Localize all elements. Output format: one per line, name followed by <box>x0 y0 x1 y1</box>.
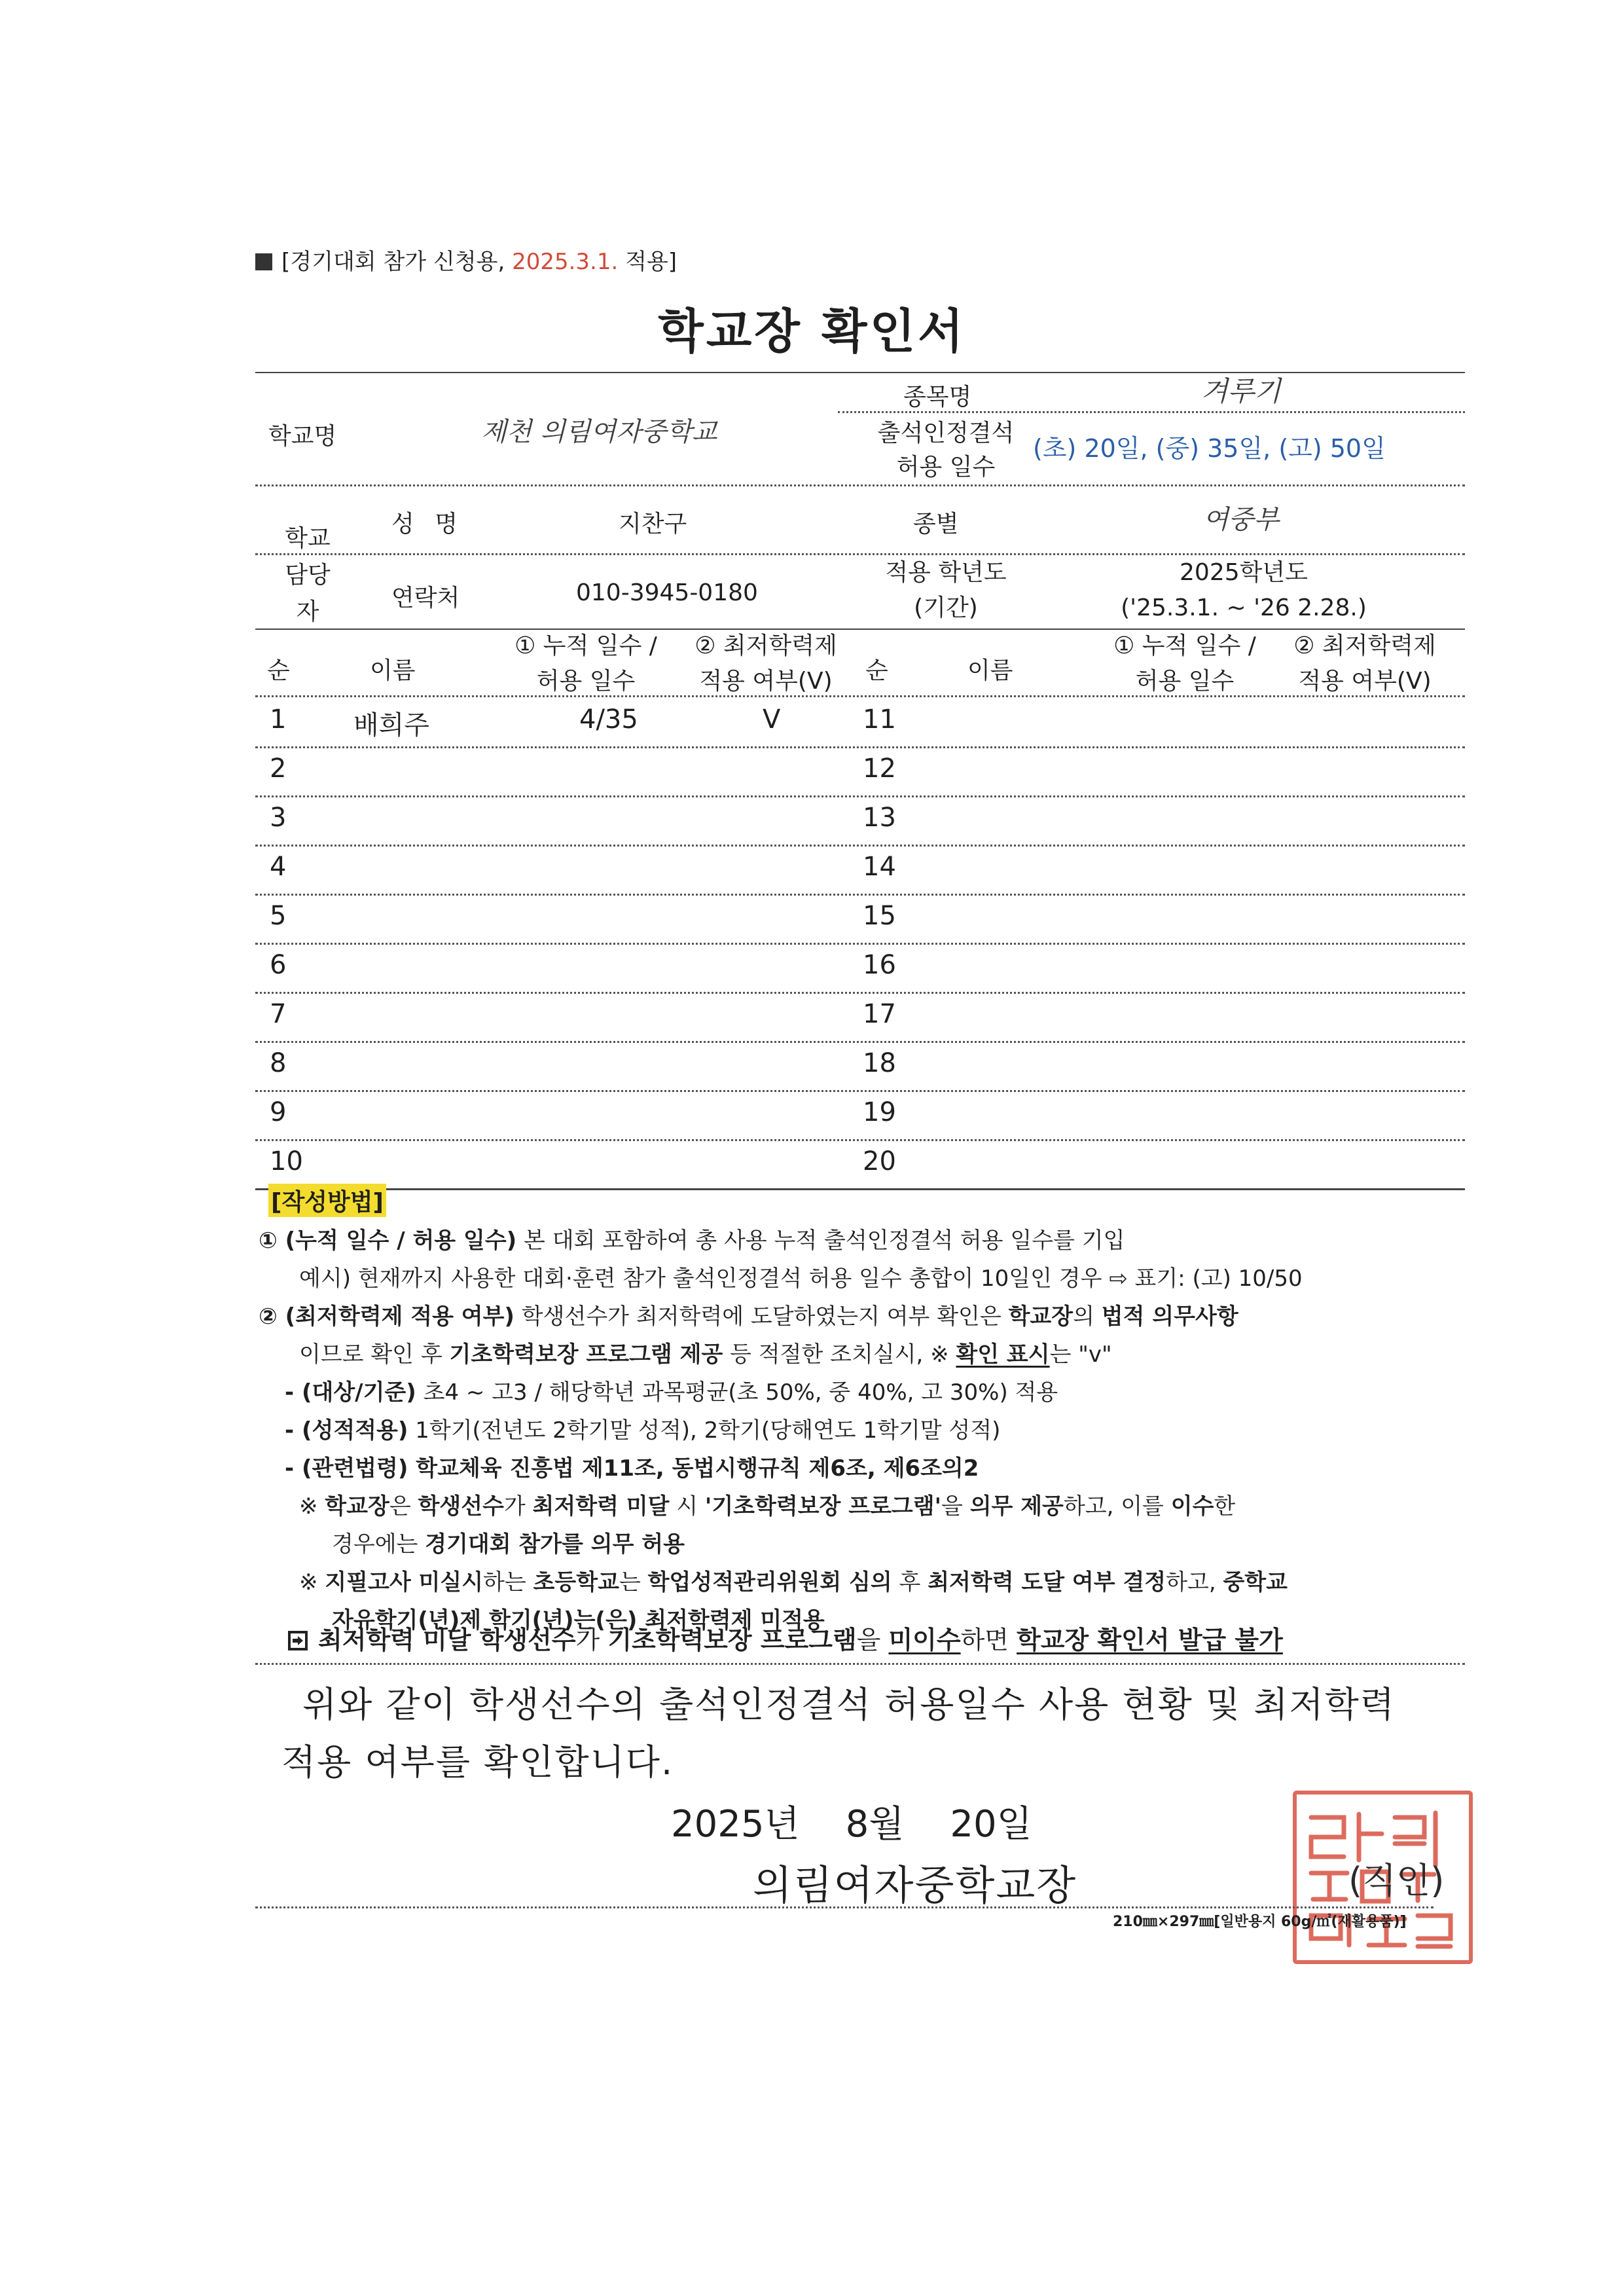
row-days: 4/35 <box>579 704 638 735</box>
event-value: 겨루기 <box>1201 375 1281 407</box>
col-name-right: 이름 <box>967 657 1013 684</box>
table-row <box>255 1141 1465 1190</box>
guide-heading: [작성방법] <box>268 1184 386 1217</box>
year-value: 2025학년도 ('25.3.1. ~ '26 2.28.) <box>1121 559 1367 621</box>
row-number: 4 <box>270 852 287 882</box>
row-number: 7 <box>270 999 287 1029</box>
guide-note-2-line2: 이므로 확인 후 기초학력보장 프로그램 제공 등 적절한 조치실시, ※ 확인 표시는 "v" <box>299 1341 1112 1368</box>
principal-name: 의림여자중학교장 <box>753 1861 1077 1909</box>
school-label: 학교명 <box>268 423 337 450</box>
divider <box>255 484 1465 486</box>
category-value: 여중부 <box>1203 505 1279 535</box>
row-number: 11 <box>863 704 896 735</box>
warning-line: 최저학력 미달 학생선수가 기초학력보장 프로그램을 미이수하면 학교장 확인서 발급 불가 <box>288 1620 1283 1656</box>
row-name: 배희주 <box>353 710 429 740</box>
col-min-right: ② 최저학력제 적용 여부(V) <box>1293 632 1436 695</box>
divider <box>255 372 1465 373</box>
guide-notes <box>259 1222 1470 1639</box>
table-body <box>255 699 1465 1190</box>
row-number: 1 <box>270 704 287 735</box>
table-row <box>255 945 1465 994</box>
header-date: 2025.3.1. <box>512 249 619 275</box>
row-check: V <box>763 704 781 735</box>
name-value: 지찬구 <box>619 511 687 538</box>
contact-label: 연락처 <box>391 585 460 611</box>
guide-detail-3: - (관련법령) 학교체육 진흥법 제11조, 동법시행규칙 제6조, 제6조의2 <box>285 1455 979 1482</box>
col-days-right: ① 누적 일수 / 허용 일수 <box>1113 632 1256 695</box>
row-number: 6 <box>270 950 287 980</box>
guide-note-1: ① (누적 일수 / 허용 일수) 본 대회 포함하여 총 사용 누적 출석인정결석 허용 일수를 기입 <box>259 1228 1125 1254</box>
table-row <box>255 1092 1465 1141</box>
paper-spec-footer: 210㎜×297㎜[일반용지 60g/㎡(재활용품)] <box>1113 1914 1407 1930</box>
row-number: 9 <box>270 1097 287 1127</box>
guide-note-1-example: 예시) 현재까지 사용한 대회·훈련 참가 출석인정결석 허용 일수 총합이 10일인 경우 ⇨ 표기: (고) 10/50 <box>299 1266 1303 1292</box>
absence-label: 출석인정결석 허용 일수 <box>877 420 1015 481</box>
row-number: 18 <box>863 1048 896 1078</box>
guide-remark-2: ※ 지필고사 미실시하는 초등학교는 학업성적관리위원회 심의 후 최저학력 도달 여부 결정하고, 중학교 <box>299 1569 1288 1595</box>
col-no-right: 순 <box>865 657 888 684</box>
arrow-box-icon <box>288 1631 308 1650</box>
row-number: 12 <box>863 754 896 784</box>
guide-remark-2-line2: 자유학기(년)제 학기(년)는(은) 최저학력제 미적용 <box>332 1607 825 1633</box>
table-row <box>255 847 1465 896</box>
row-number: 20 <box>863 1146 896 1176</box>
page-title: 학교장 확인서 <box>658 304 966 359</box>
row-number: 19 <box>863 1097 896 1127</box>
school-value: 제천 의림여자중학교 <box>481 417 717 447</box>
divider <box>255 695 1465 697</box>
event-label: 종목명 <box>903 384 972 410</box>
absence-value: (초) 20일, (중) 35일, (고) 50일 <box>1033 434 1386 463</box>
header-tag: [경기대회 참가 신청용, 2025.3.1. 적용] <box>255 244 677 276</box>
divider <box>255 1663 1465 1665</box>
row-number: 14 <box>863 852 896 882</box>
square-bullet-icon <box>255 253 272 270</box>
table-row <box>255 699 1465 748</box>
confirm-date: 2025년 8월 20일 <box>671 1803 1032 1846</box>
guide-remark-1-line2: 경우에는 경기대회 참가를 의무 허용 <box>332 1531 685 1558</box>
contact-value: 010-3945-0180 <box>576 579 758 606</box>
col-days-left: ① 누적 일수 / 허용 일수 <box>514 632 657 695</box>
confirm-text: 위와 같이 학생선수의 출석인정결석 허용일수 사용 현황 및 최저학력 적용 여부를 확인합니다. <box>281 1684 1396 1783</box>
table-row <box>255 748 1465 797</box>
col-no-left: 순 <box>267 657 290 684</box>
row-number: 3 <box>270 803 287 833</box>
table-row <box>255 896 1465 945</box>
table-row <box>255 994 1465 1043</box>
guide-remark-1: ※ 학교장은 학생선수가 최저학력 미달 시 '기초학력보장 프로그램'을 의무 제공하고, 이를 이수한 <box>299 1493 1236 1520</box>
row-number: 8 <box>270 1048 287 1078</box>
manager-label: 학교 담당자 <box>285 525 331 625</box>
guide-note-2: ② (최저학력제 적용 여부) 학생선수가 최저학력에 도달하였는지 여부 확인은 학교장의 법적 의무사항 <box>259 1303 1238 1330</box>
row-number: 10 <box>270 1146 303 1176</box>
year-label: 적용 학년도 (기간) <box>885 559 1007 621</box>
row-number: 5 <box>270 901 287 931</box>
divider <box>255 1906 1434 1908</box>
col-min-left: ② 최저학력제 적용 여부(V) <box>695 632 837 695</box>
guide-detail-1: - (대상/기준) 초4 ~ 고3 / 해당학년 과목평균(초 50%, 중 40%, 고 30%) 적용 <box>285 1379 1058 1406</box>
name-label: 성 명 <box>391 511 464 538</box>
row-number: 17 <box>863 999 896 1029</box>
table-row <box>255 797 1465 847</box>
row-number: 15 <box>863 901 896 931</box>
table-row <box>255 1043 1465 1092</box>
guide-detail-2: - (성적적용) 1학기(전년도 2학기말 성적), 2학기(당해연도 1학기말 성적) <box>285 1417 1001 1444</box>
row-number: 13 <box>863 803 896 833</box>
seal-label: (직인) <box>1348 1860 1445 1901</box>
row-number: 16 <box>863 950 896 980</box>
row-number: 2 <box>270 754 287 784</box>
category-label: 종별 <box>913 511 959 538</box>
col-name-left: 이름 <box>370 657 416 684</box>
